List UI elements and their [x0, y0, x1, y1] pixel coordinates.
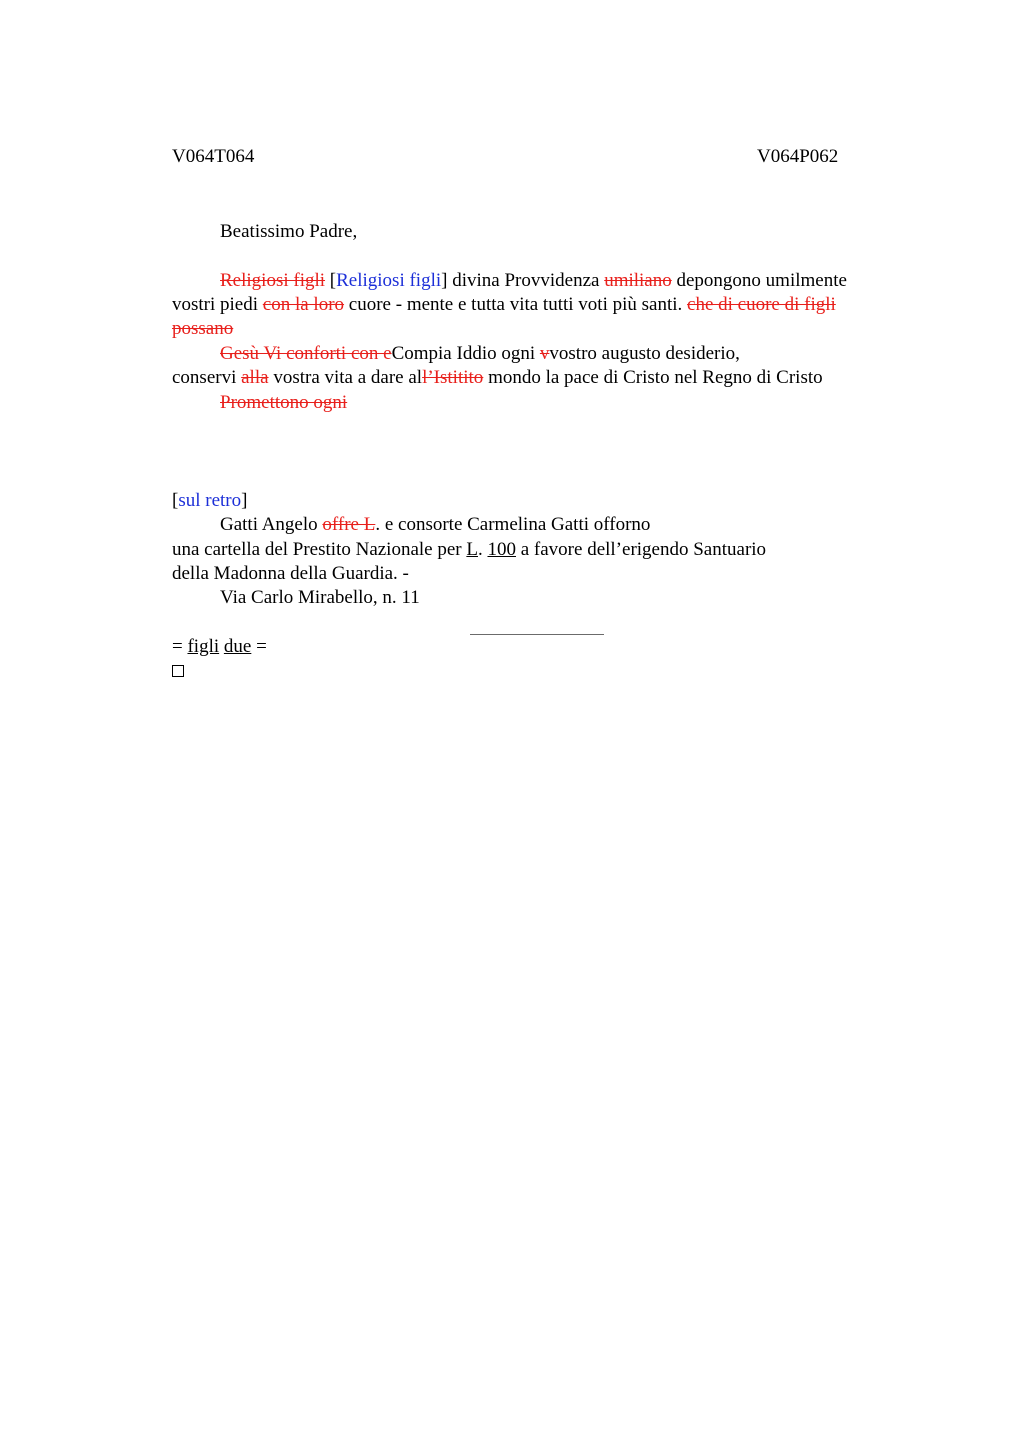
- underlined-text: figli: [187, 636, 220, 657]
- bracket-close: ]: [241, 490, 248, 511]
- paragraph-1-line-2: [172, 293, 836, 317]
- text: cuore - mente e tutta vita tutti voti più santi.: [344, 294, 688, 315]
- deleted-text: Promettono ogni: [220, 392, 348, 413]
- underlined-text: 100: [487, 539, 516, 560]
- text: vostro augusto desiderio,: [549, 343, 740, 364]
- retro-line-3: della Madonna della Guardia. -: [172, 563, 409, 584]
- deleted-text: offre L: [322, 514, 376, 535]
- deleted-text: possano: [172, 318, 234, 339]
- retro-line-1: [172, 513, 650, 537]
- header-right-code: V064P062: [757, 146, 839, 167]
- text: =: [251, 636, 267, 657]
- paragraph-2-line-1: [172, 342, 740, 366]
- bracket-open: [: [329, 270, 337, 291]
- text: =: [172, 636, 188, 657]
- text: vostra vita a dare al: [268, 367, 423, 388]
- text: depongono umilmente: [671, 270, 847, 291]
- text: . e consorte Carmelina Gatti offorno: [375, 514, 651, 535]
- text: mondo la pace di Cristo nel Regno di Cristo: [483, 367, 823, 388]
- text: una cartella del Prestito Nazionale per: [172, 539, 467, 560]
- header-left-code: V064T064: [172, 146, 255, 167]
- text: Compia Iddio ogni: [391, 343, 540, 364]
- inserted-text: sul retro: [178, 490, 242, 511]
- bracket-open: [: [172, 490, 179, 511]
- retro-label: [172, 489, 247, 513]
- inserted-text: Religiosi figli: [336, 270, 442, 291]
- deleted-text: Gesù Vi conforti con e: [220, 343, 392, 364]
- text: a favore dell’erigendo Santuario: [515, 539, 767, 560]
- text: vostri piedi: [172, 294, 263, 315]
- checkbox-row: [172, 659, 184, 684]
- paragraph-3-line-1: [172, 391, 347, 415]
- text: .: [477, 539, 488, 560]
- underlined-text: L: [466, 539, 478, 560]
- deleted-text: con la loro: [262, 294, 345, 315]
- underlined-text: due: [223, 636, 252, 657]
- retro-line-4: Via Carlo Mirabello, n. 11: [220, 587, 420, 608]
- deleted-text: che di cuore di figli: [687, 294, 836, 315]
- paragraph-2-line-2: [172, 366, 823, 390]
- empty-square-icon: [172, 665, 184, 677]
- text: divina Provvidenza: [447, 270, 605, 291]
- deleted-text: v: [539, 343, 550, 364]
- retro-line-2: [172, 538, 766, 562]
- salutation: Beatissimo Padre,: [220, 221, 358, 242]
- text: conservi: [172, 367, 242, 388]
- retro-line-5: [172, 635, 267, 659]
- paragraph-1-line-3: [172, 317, 233, 341]
- deleted-text: l’Istitito: [422, 367, 484, 388]
- deleted-text: Religiosi figli: [220, 270, 326, 291]
- text: Gatti Angelo: [220, 514, 323, 535]
- bracket-close: ]: [441, 270, 448, 291]
- deleted-text: umiliano: [604, 270, 672, 291]
- paragraph-1-line-1: [172, 269, 847, 293]
- horizontal-rule: [470, 634, 604, 635]
- deleted-text: alla: [241, 367, 269, 388]
